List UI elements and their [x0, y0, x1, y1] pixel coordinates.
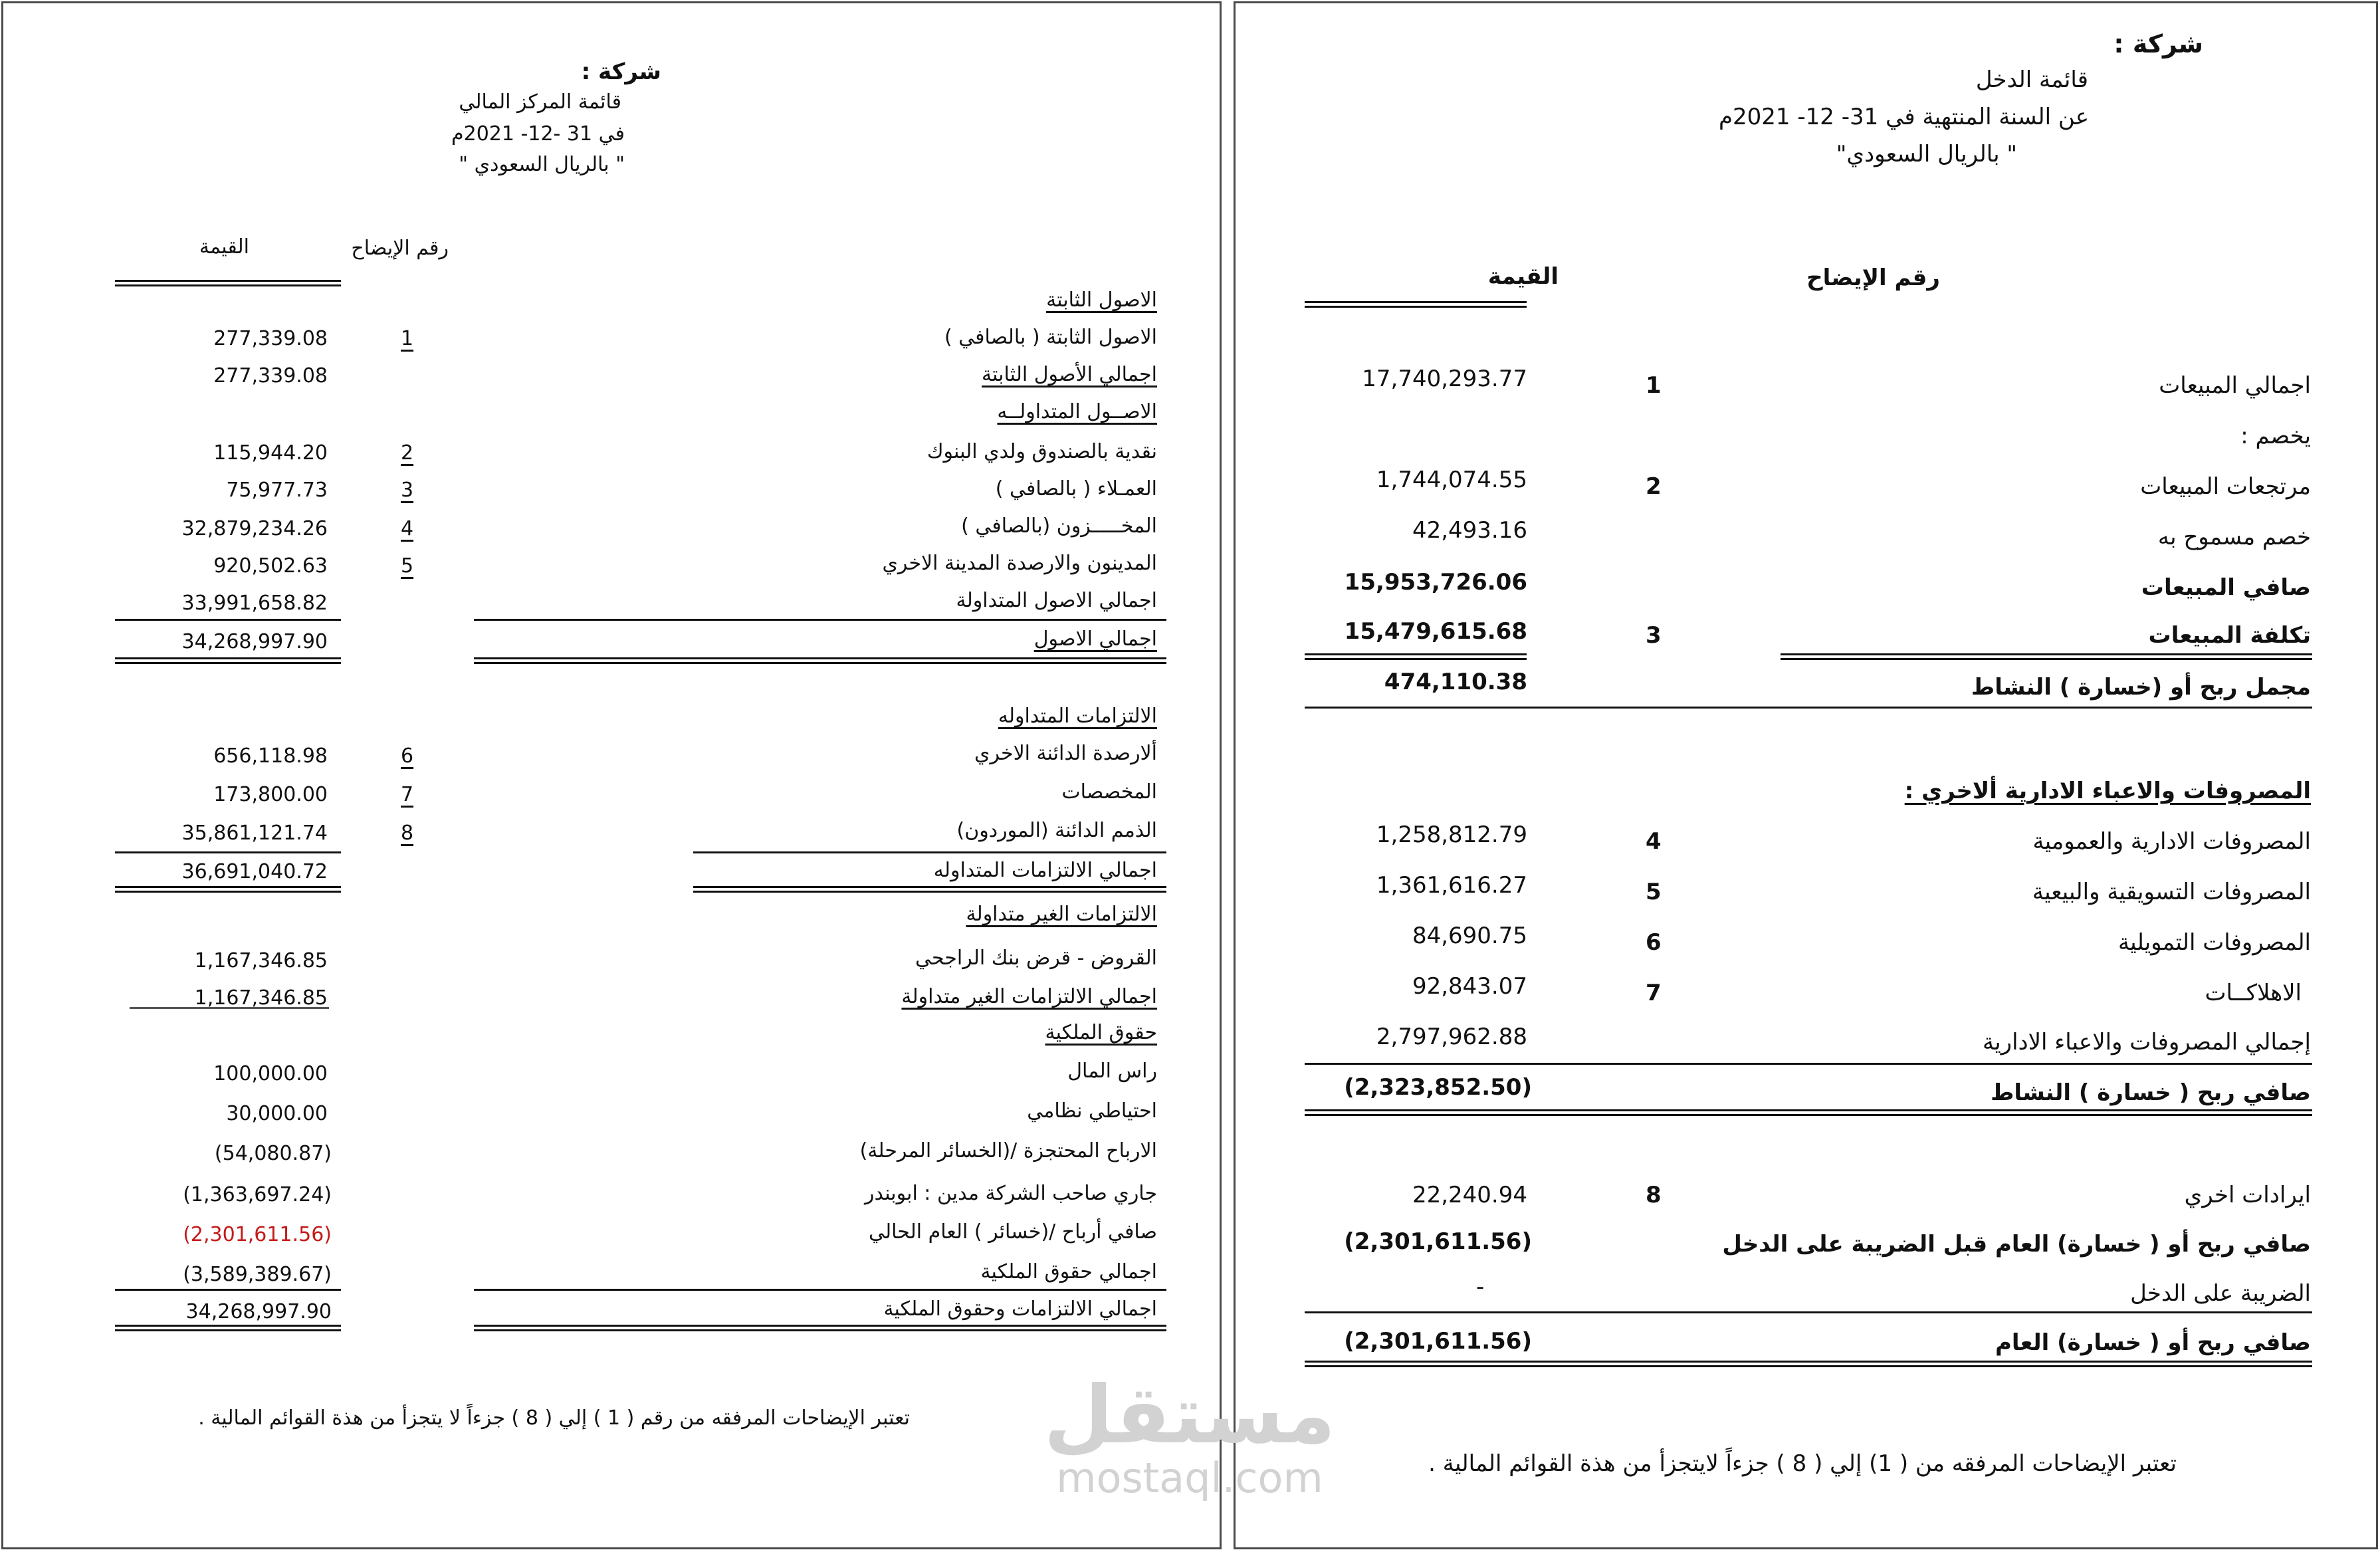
is-total-expenses-line	[1305, 1063, 2312, 1065]
bs-debtors-note: 5	[401, 554, 414, 578]
bs-section-noncurrent-liabilities: الالتزامات الغير متداولة	[966, 903, 1157, 926]
bs-total-liab-equity-label: اجمالي الالتزامات وحقوق الملكية	[883, 1297, 1157, 1321]
bs-capital-label: راس المال	[1067, 1059, 1157, 1083]
bs-reserve-value: 30,000.00	[226, 1102, 328, 1125]
is-cogs-value-double-line	[1305, 653, 1527, 660]
bs-statement-title: قائمة المركز المالي	[459, 90, 621, 114]
bs-cash-value: 115,944.20	[213, 441, 328, 465]
bs-customers-note: 3	[401, 479, 414, 502]
is-marketing-label: المصروفات التسويقية والبيعية	[2032, 879, 2311, 905]
bs-owner-value: (1,363,697.24)	[183, 1183, 332, 1206]
bs-fixed-assets-note: 1	[401, 327, 414, 350]
bs-total-assets-value: 34,268,997.90	[181, 630, 328, 653]
bs-total-liab-equity-label-double-line	[474, 1325, 1166, 1331]
is-gross-profit-line	[1305, 707, 2312, 709]
is-depreciation-label: الاهلاكــات	[2205, 980, 2302, 1006]
income-statement-page	[1234, 1, 2378, 1549]
is-cogs-label-double-line	[1781, 653, 2312, 660]
bs-inventory-value: 32,879,234.26	[181, 517, 328, 540]
is-currency-title: " بالريال السعودي"	[1836, 141, 2017, 167]
bs-footnote: تعتبر الإيضاحات المرفقه من رقم ( 1 ) إلي ( 8 ) جزءاً لا يتجزأ من هذة القوائم المالية .	[198, 1406, 910, 1430]
bs-total-current-label-line	[474, 619, 1166, 621]
is-finance-note: 6	[1646, 929, 1662, 956]
bs-total-equity-value-line	[115, 1289, 341, 1291]
is-returns-note: 2	[1646, 473, 1662, 500]
balance-sheet-page	[1, 1, 1222, 1549]
bs-section-equity: حقوق الملكية	[1045, 1021, 1157, 1044]
bs-loan-label: القروض - قرض بنك الراجحي	[915, 946, 1157, 970]
bs-fixed-assets-value: 277,339.08	[213, 327, 328, 350]
bs-total-cur-liab-value-double-line	[115, 886, 341, 893]
bs-suppliers-label-line	[693, 851, 1166, 853]
bs-creditors-value: 656,118.98	[213, 744, 328, 768]
bs-total-equity-label-line	[474, 1289, 1166, 1291]
is-marketing-value: 1,361,616.27	[1376, 872, 1527, 899]
bs-section-current: الاصــول المتداولــه	[997, 400, 1157, 423]
is-other-income-label: ايرادات اخري	[2184, 1182, 2311, 1208]
bs-total-current-liabilities-value: 36,691,040.72	[181, 860, 328, 883]
bs-suppliers-value: 35,861,121.74	[181, 822, 328, 845]
bs-suppliers-label: الذمم الدائنة (الموردون)	[956, 819, 1157, 842]
bs-total-current-value-line	[115, 619, 341, 621]
is-returns-label: مرتجعات المبيعات	[2140, 473, 2311, 500]
is-footnote: تعتبر الإيضاحات المرفقه من ( 1) إلي ( 8 ) جزءاً لايتجزأ من هذة القوائم المالية .	[1428, 1450, 2177, 1477]
is-tax-line	[1305, 1311, 2312, 1313]
bs-total-current-value: 33,991,658.82	[181, 592, 328, 615]
bs-net-year-value: (2,301,611.56)	[183, 1223, 332, 1246]
bs-total-noncurrent-value-line	[130, 1007, 329, 1009]
bs-retained-label: الارباح المحتجزة /(الخسائر المرحلة)	[859, 1139, 1157, 1163]
is-finance-label: المصروفات التمويلية	[2117, 929, 2311, 956]
is-admin-label: المصروفات الادارية والعمومية	[2032, 828, 2311, 855]
bs-cash-label: نقدية بالصندوق ولدي البنوك	[926, 440, 1157, 463]
bs-customers-value: 75,977.73	[226, 479, 328, 502]
bs-provisions-label: المخصصات	[1061, 780, 1157, 804]
bs-creditors-label: ألارصدة الدائنة الاخري	[974, 742, 1157, 765]
is-gross-sales-note: 1	[1646, 372, 1662, 399]
is-deduct-label: يخصم :	[2240, 423, 2311, 449]
bs-total-assets-value-double-line	[115, 657, 341, 664]
bs-total-cur-liab-label-double-line	[693, 886, 1166, 893]
is-expenses-heading: المصروفات والاعباء الادارية ألاخري :	[1904, 778, 2311, 804]
is-net-year-label: صافي ربح أو ( خسارة) العام	[1995, 1329, 2311, 1356]
is-total-expenses-label: إجمالي المصروفات والاعباء الادارية	[1982, 1029, 2311, 1055]
is-cogs-label: تكلفة المبيعات	[2148, 622, 2311, 649]
is-company-title: شركة :	[2113, 29, 2203, 58]
bs-company-title: شركة :	[581, 58, 661, 85]
is-net-year-double-line	[1305, 1361, 2312, 1367]
bs-total-assets-label-double-line	[474, 657, 1166, 664]
bs-total-noncurrent-label: اجمالي الالتزامات الغير متداولة	[901, 985, 1157, 1008]
is-admin-note: 4	[1646, 828, 1662, 855]
is-gross-sales-value: 17,740,293.77	[1362, 366, 1527, 392]
is-pretax-value: (2,301,611.56)	[1344, 1228, 1532, 1255]
is-cogs-value: 15,479,615.68	[1344, 618, 1527, 645]
is-net-operating-double-line	[1305, 1109, 2312, 1116]
is-gross-profit-value: 474,110.38	[1384, 669, 1527, 695]
bs-total-current-liabilities-label: اجمالي الالتزامات المتداوله	[933, 859, 1157, 882]
is-col-value-double-line	[1305, 301, 1527, 308]
bs-inventory-note: 4	[401, 517, 414, 540]
is-period-title: عن السنة المنتهية في 31- 12- 2021م	[1718, 104, 2089, 130]
is-returns-value: 1,744,074.55	[1376, 467, 1527, 493]
bs-suppliers-value-line	[115, 851, 341, 853]
bs-col-value-double-line	[115, 280, 341, 286]
bs-reserve-label: احتياطي نظامي	[1027, 1099, 1157, 1123]
bs-loan-value: 1,167,346.85	[194, 949, 328, 972]
bs-section-current-liabilities: الالتزامات المتداوله	[998, 705, 1157, 728]
bs-currency-title: " بالريال السعودي "	[459, 153, 625, 176]
bs-suppliers-note: 8	[401, 822, 414, 845]
bs-fixed-assets-label: الاصول الثابتة ( بالصافي )	[944, 326, 1157, 349]
bs-capital-value: 100,000.00	[213, 1062, 328, 1085]
bs-debtors-label: المدينون والارصدة المدينة الاخري	[882, 552, 1157, 575]
bs-total-equity-label: اجمالي حقوق الملكية	[980, 1260, 1157, 1283]
bs-net-year-label: صافي أرباح /(خسائر ) العام الحالي	[869, 1220, 1157, 1244]
is-depreciation-value: 92,843.07	[1412, 973, 1527, 1000]
is-depreciation-note: 7	[1646, 980, 1662, 1006]
bs-total-noncurrent-value: 1,167,346.85	[194, 986, 328, 1010]
is-net-year-value: (2,301,611.56)	[1344, 1328, 1532, 1355]
is-total-expenses-value: 2,797,962.88	[1376, 1024, 1527, 1050]
is-statement-title: قائمة الدخل	[1975, 66, 2088, 93]
is-other-income-note: 8	[1646, 1182, 1662, 1208]
bs-col-value-header: القيمة	[199, 235, 249, 259]
is-net-operating-label: صافي ربح ( خسارة ) النشاط	[1991, 1079, 2311, 1106]
bs-total-equity-value: (3,589,389.67)	[183, 1263, 332, 1286]
is-tax-value: -	[1476, 1274, 1485, 1300]
bs-total-fixed-label: اجمالي الأصول الثابتة	[982, 363, 1157, 386]
is-admin-value: 1,258,812.79	[1376, 822, 1527, 848]
bs-customers-label: العمـلاء ( بالصافي )	[995, 477, 1157, 500]
bs-total-assets-label: اجمالي الاصول	[1033, 627, 1157, 651]
is-cogs-note: 3	[1646, 622, 1662, 649]
bs-debtors-value: 920,502.63	[213, 554, 328, 578]
is-discount-label: خصم مسموح به	[2157, 524, 2311, 550]
bs-total-liab-equity-value: 34,268,997.90	[185, 1300, 332, 1323]
mostaql-watermark-logo	[1033, 1369, 1346, 1502]
bs-inventory-label: المخـــــزون (بالصافي )	[961, 514, 1157, 538]
is-gross-sales-label: اجمالي المبيعات	[2159, 372, 2311, 399]
bs-total-current-label: اجمالي الاصول المتداولة	[956, 589, 1157, 612]
is-finance-value: 84,690.75	[1412, 923, 1527, 949]
is-marketing-note: 5	[1646, 879, 1662, 905]
bs-provisions-note: 7	[401, 783, 414, 806]
bs-provisions-value: 173,800.00	[213, 783, 328, 806]
is-net-sales-value: 15,953,726.06	[1344, 569, 1527, 596]
is-tax-label: الضريبة على الدخل	[2130, 1280, 2311, 1307]
watermark-arabic: مستقل	[1043, 1369, 1336, 1462]
is-net-sales-label: صافي المبيعات	[2141, 574, 2311, 601]
is-gross-profit-label: مجمل ربح أو (خسارة ) النشاط	[1971, 674, 2311, 701]
is-col-value-header: القيمة	[1487, 263, 1559, 290]
is-net-operating-value: (2,323,852.50)	[1344, 1074, 1532, 1101]
bs-cash-note: 2	[401, 441, 414, 465]
bs-col-note-header: رقم الإيضاح	[351, 237, 449, 260]
bs-date-title: في 31 -12- 2021م	[451, 122, 625, 146]
watermark-latin: mostaql.com	[1056, 1454, 1323, 1502]
bs-section-fixed: الاصول الثابتة	[1046, 288, 1157, 312]
bs-total-liab-equity-value-double-line	[115, 1325, 341, 1331]
bs-owner-label: جاري صاحب الشركة مدين : ابوبندر	[864, 1182, 1157, 1205]
bs-total-fixed-value: 277,339.08	[213, 364, 328, 388]
is-pretax-label: صافي ربح أو ( خسارة) العام قبل الضريبة على الدخل	[1722, 1231, 2311, 1258]
is-col-note-header: رقم الإيضاح	[1806, 265, 1940, 291]
bs-creditors-note: 6	[401, 744, 414, 768]
is-other-income-value: 22,240.94	[1412, 1182, 1527, 1208]
is-discount-value: 42,493.16	[1412, 517, 1527, 544]
bs-retained-value: (54,080.87)	[214, 1142, 332, 1165]
